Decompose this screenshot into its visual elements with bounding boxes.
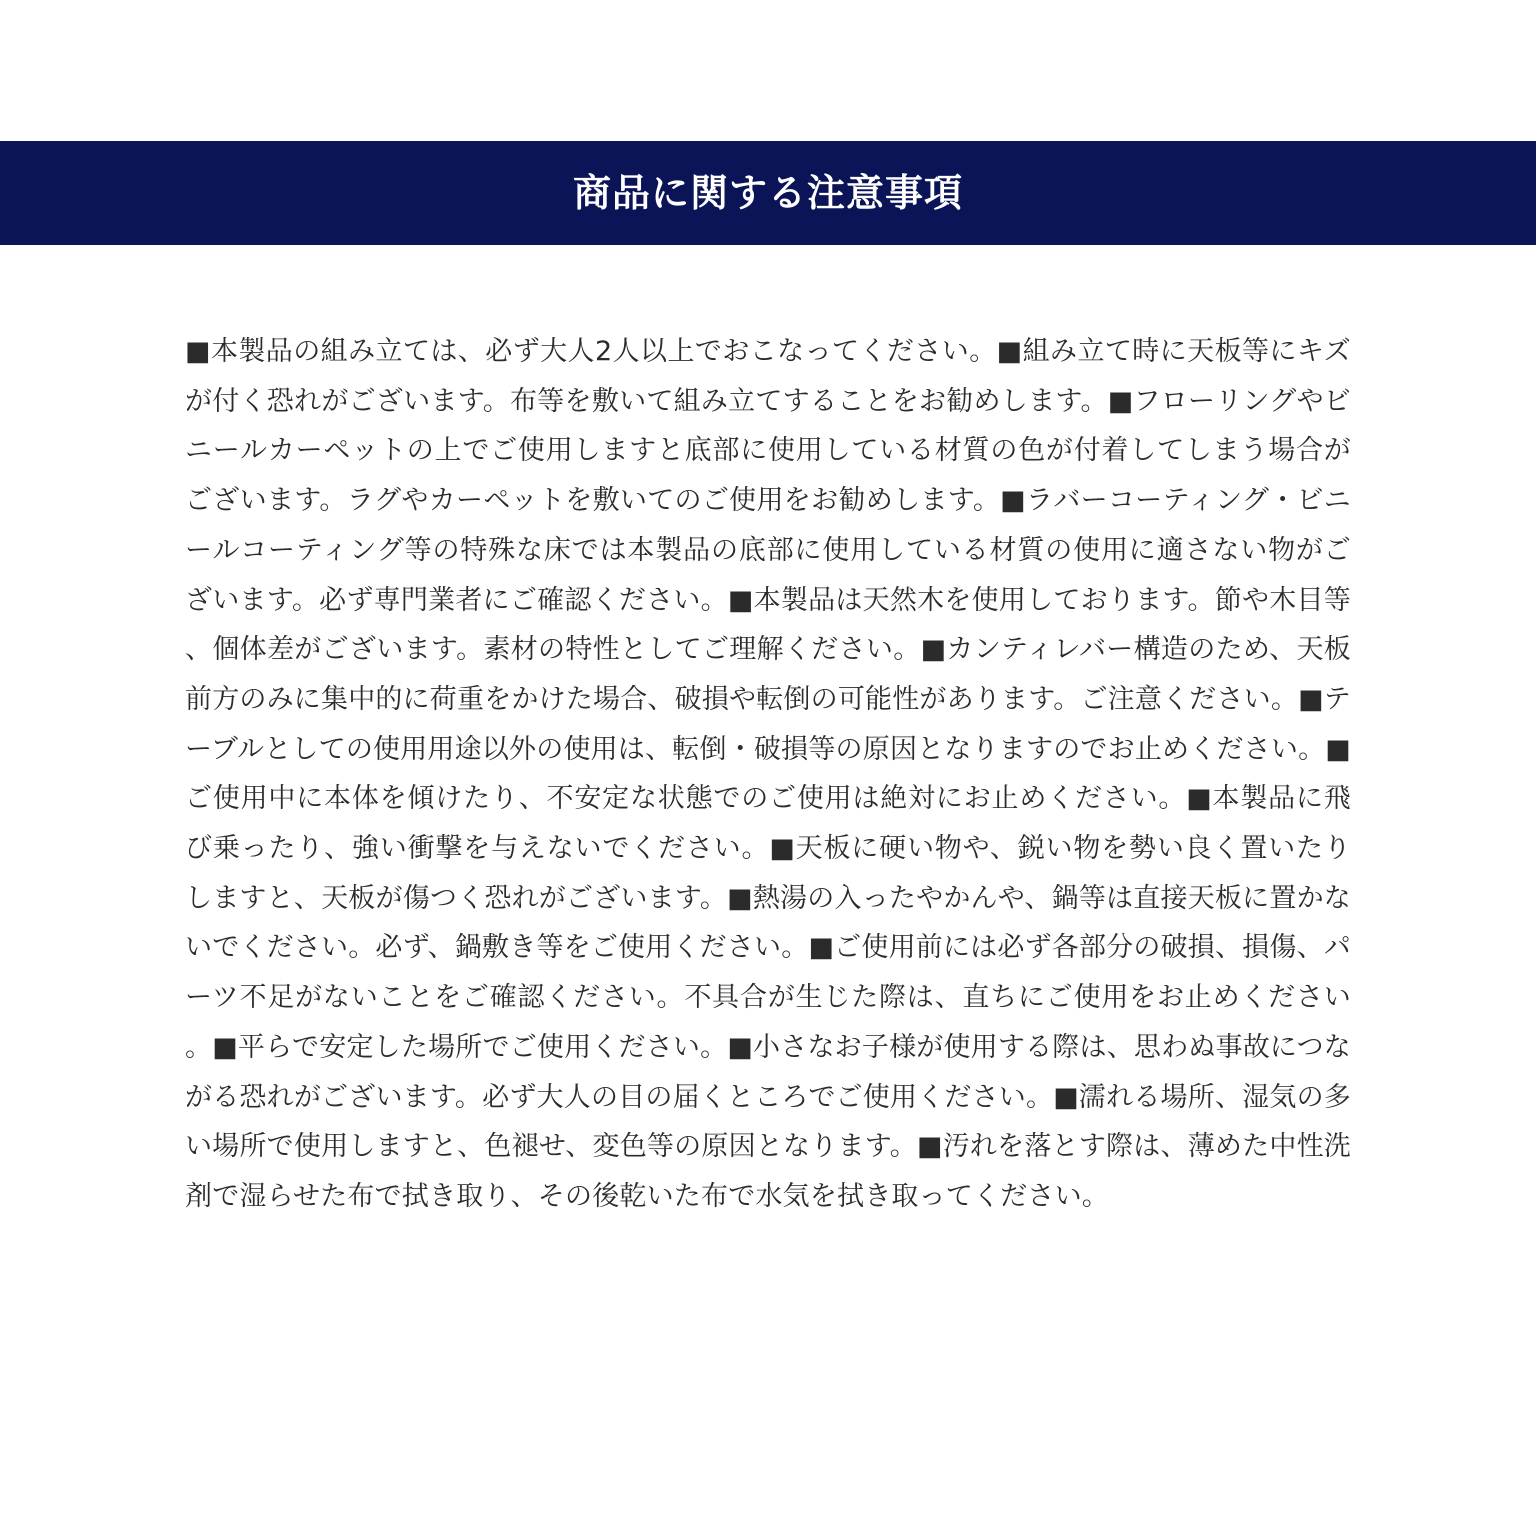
cautions-text: ■本製品の組み立ては、必ず大人2人以上でおこなってください。■組み立て時に天板等にキズが付く恐れがございます。布等を敷いて組み立てすることをお勧めします。■フローリングやビニールカーペットの上でご使用しますと底部に使用している材質の色が付着してしまう場合がございます。ラグやカーペットを敷いてのご使用をお勧めします。■ラバーコーティング・ビニールコーティング等の特殊な床では本製品の底部に使用している材質の使用に適さない物がございます。必ず専門業者にご確認ください。■本製品は天然木を使用しております。節や木目等、個体差がございます。素材の特性としてご理解ください。■カンティレバー構造のため、天板前方のみに集中的に荷重をかけた場合、破損や転倒の可能性があります。ご注意ください。■テーブルとしての使用用途以外の使用は、転倒・破損等の原因となりますのでお止めください。■ご使用中に本体を傾けたり、不安定な状態でのご使用は絶対にお止めください。■本製品に飛び乗ったり、強い衝撃を与えないでください。■天板に硬い物や、鋭い物を勢い良く置いたりしますと、天板が傷つく恐れがございます。■熱湯の入ったやかんや、鍋等は直接天板に置かないでください。必ず、鍋敷き等をご使用ください。■ご使用前には必ず各部分の破損、損傷、パーツ不足がないことをご確認ください。不具合が生じた際は、直ちにご使用をお止めください。■平らで安定した場所でご使用ください。■小さなお子様が使用する際は、思わぬ事故につながる恐れがございます。必ず大人の目の届くところでご使用ください。■濡れる場所、湿気の多い場所で使用しますと、色褪せ、変色等の原因となります。■汚れを落とす際は、薄めた中性洗剤で湿らせた布で拭き取り、その後乾いた布で水気を拭き取ってください。	[185, 336, 1351, 1212]
page-title: 商品に関する注意事項	[572, 171, 963, 215]
header-bar	[0, 141, 1536, 245]
